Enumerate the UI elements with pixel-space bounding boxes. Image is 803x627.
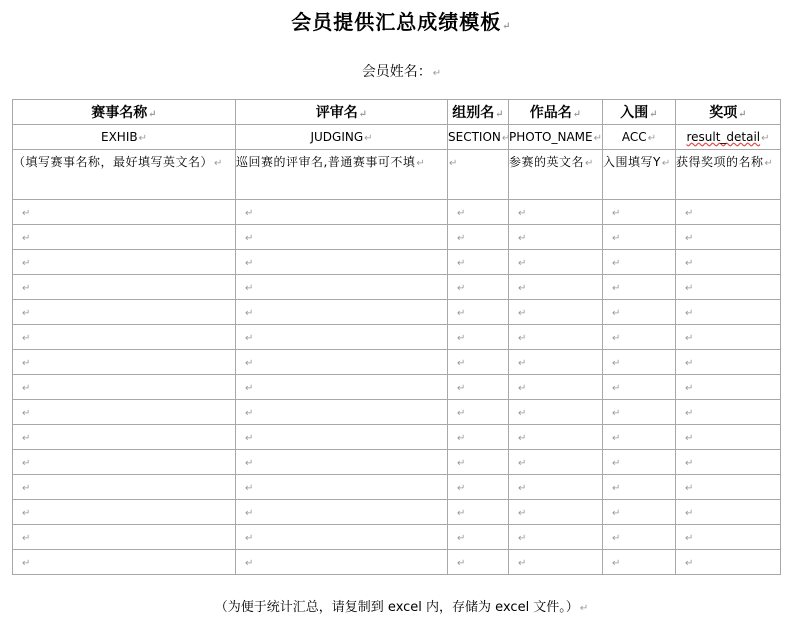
paragraph-mark: ↵ — [612, 533, 621, 544]
paragraph-mark: ↵ — [685, 458, 694, 469]
table-cell[interactable] — [236, 425, 448, 450]
table-cell[interactable] — [236, 325, 448, 350]
paragraph-mark: ↵ — [457, 558, 466, 569]
table-cell[interactable] — [603, 325, 676, 350]
paragraph-mark: ↵ — [518, 283, 527, 294]
paragraph-mark: ↵ — [585, 158, 594, 169]
table-cell[interactable] — [509, 375, 603, 400]
instruction-cell[interactable] — [236, 150, 448, 200]
paragraph-mark: ↵ — [245, 433, 254, 444]
paragraph-mark: ↵ — [245, 483, 254, 494]
paragraph-mark: ↵ — [245, 408, 254, 419]
column-header-text: 组别名 — [452, 105, 495, 121]
paragraph-mark: ↵ — [22, 333, 31, 344]
paragraph-mark: ↵ — [518, 233, 527, 244]
paragraph-mark: ↵ — [612, 258, 621, 269]
paragraph-mark: ↵ — [572, 109, 582, 120]
table-row — [13, 425, 781, 450]
instruction-cell-text: 参赛的英文名 — [509, 155, 585, 169]
paragraph-mark: ↵ — [685, 233, 694, 244]
paragraph-mark: ↵ — [245, 308, 254, 319]
paragraph-mark: ↵ — [457, 383, 466, 394]
paragraph-mark: ↵ — [685, 483, 694, 494]
instruction-cell[interactable] — [676, 150, 781, 200]
table-row — [13, 500, 781, 525]
instruction-cell-text: 巡回赛的评审名,普通赛事可不填 — [236, 155, 416, 169]
paragraph-mark: ↵ — [579, 603, 589, 614]
table-row — [13, 325, 781, 350]
results-table — [12, 99, 781, 575]
table-cell[interactable] — [448, 300, 509, 325]
paragraph-mark: ↵ — [245, 233, 254, 244]
paragraph-mark: ↵ — [685, 383, 694, 394]
table-cell[interactable] — [13, 375, 236, 400]
paragraph-mark: ↵ — [518, 258, 527, 269]
table-cell[interactable] — [236, 300, 448, 325]
paragraph-mark: ↵ — [518, 508, 527, 519]
column-header-text: 赛事名称 — [91, 105, 148, 121]
table-cell[interactable] — [236, 525, 448, 550]
paragraph-mark: ↵ — [245, 258, 254, 269]
paragraph-mark: ↵ — [685, 358, 694, 369]
paragraph-mark: ↵ — [245, 558, 254, 569]
table-cell[interactable] — [676, 500, 781, 525]
table-cell[interactable] — [603, 500, 676, 525]
table-cell[interactable] — [603, 400, 676, 425]
paragraph-mark: ↵ — [22, 283, 31, 294]
paragraph-mark: ↵ — [518, 533, 527, 544]
paragraph-mark: ↵ — [449, 158, 458, 169]
paragraph-mark: ↵ — [138, 133, 147, 144]
table-cell[interactable] — [13, 275, 236, 300]
table-cell[interactable] — [509, 300, 603, 325]
paragraph-mark: ↵ — [502, 21, 512, 32]
table-cell[interactable] — [13, 350, 236, 375]
table-cell[interactable] — [676, 400, 781, 425]
paragraph-mark: ↵ — [22, 383, 31, 394]
table-cell[interactable] — [509, 425, 603, 450]
paragraph-mark: ↵ — [245, 333, 254, 344]
paragraph-mark: ↵ — [612, 433, 621, 444]
table-cell[interactable] — [603, 450, 676, 475]
paragraph-mark: ↵ — [457, 308, 466, 319]
paragraph-mark: ↵ — [457, 433, 466, 444]
table-cell[interactable] — [448, 550, 509, 575]
instruction-cell[interactable] — [603, 150, 676, 200]
table-cell[interactable] — [509, 225, 603, 250]
table-cell[interactable] — [509, 475, 603, 500]
table-cell[interactable] — [448, 250, 509, 275]
paragraph-mark: ↵ — [22, 358, 31, 369]
paragraph-mark: ↵ — [612, 308, 621, 319]
paragraph-mark: ↵ — [245, 508, 254, 519]
table-cell[interactable] — [676, 250, 781, 275]
table-cell[interactable] — [676, 350, 781, 375]
table-cell[interactable] — [236, 400, 448, 425]
paragraph-mark: ↵ — [22, 458, 31, 469]
field-code-cell[interactable] — [448, 125, 509, 150]
table-cell[interactable] — [448, 500, 509, 525]
table-cell[interactable] — [676, 225, 781, 250]
table-cell[interactable] — [603, 350, 676, 375]
table-cell[interactable] — [448, 225, 509, 250]
table-cell[interactable] — [236, 375, 448, 400]
table-cell[interactable] — [236, 475, 448, 500]
paragraph-mark: ↵ — [495, 109, 504, 120]
table-cell[interactable] — [13, 450, 236, 475]
paragraph-mark: ↵ — [685, 283, 694, 294]
field-code-cell[interactable] — [236, 125, 448, 150]
column-header-text: 入围 — [620, 105, 649, 121]
table-cell[interactable] — [13, 525, 236, 550]
table-row — [13, 550, 781, 575]
table-row — [13, 400, 781, 425]
paragraph-mark: ↵ — [764, 158, 774, 169]
table-cell[interactable] — [603, 475, 676, 500]
paragraph-mark: ↵ — [22, 233, 31, 244]
footer-note-text: （为便于统计汇总，请复制到 excel 内，存储为 excel 文件。） — [214, 600, 579, 615]
table-cell[interactable] — [236, 225, 448, 250]
paragraph-mark: ↵ — [457, 458, 466, 469]
table-cell[interactable] — [448, 400, 509, 425]
field-code-cell-text: SECTION — [448, 130, 501, 144]
paragraph-mark: ↵ — [612, 333, 621, 344]
paragraph-mark: ↵ — [685, 333, 694, 344]
instruction-cell-text: 入围填写Y — [603, 155, 661, 169]
table-cell[interactable] — [509, 325, 603, 350]
table-cell[interactable] — [448, 275, 509, 300]
paragraph-mark: ↵ — [685, 508, 694, 519]
document-title — [0, 6, 803, 35]
table-cell[interactable] — [603, 275, 676, 300]
footer-note — [0, 596, 803, 615]
document-title-text: 会员提供汇总成绩模板 — [291, 10, 502, 34]
paragraph-mark: ↵ — [612, 558, 621, 569]
paragraph-mark: ↵ — [612, 283, 621, 294]
paragraph-mark: ↵ — [685, 433, 694, 444]
paragraph-mark: ↵ — [245, 533, 254, 544]
paragraph-mark: ↵ — [22, 508, 31, 519]
paragraph-mark: ↵ — [612, 208, 621, 219]
table-cell[interactable] — [676, 450, 781, 475]
paragraph-mark: ↵ — [612, 383, 621, 394]
table-row — [13, 200, 781, 225]
column-header[interactable] — [509, 100, 603, 125]
paragraph-mark: ↵ — [685, 208, 694, 219]
paragraph-mark: ↵ — [518, 558, 527, 569]
column-header-text: 作品名 — [529, 105, 572, 121]
table-cell[interactable] — [448, 325, 509, 350]
paragraph-mark: ↵ — [457, 233, 466, 244]
table-row — [13, 225, 781, 250]
instruction-row — [13, 150, 781, 200]
table-cell[interactable] — [236, 450, 448, 475]
paragraph-mark: ↵ — [457, 483, 466, 494]
paragraph-mark: ↵ — [457, 358, 466, 369]
table-cell[interactable] — [236, 200, 448, 225]
paragraph-mark: ↵ — [245, 383, 254, 394]
table-cell[interactable] — [509, 500, 603, 525]
paragraph-mark: ↵ — [612, 358, 621, 369]
paragraph-mark: ↵ — [457, 333, 466, 344]
paragraph-mark: ↵ — [685, 533, 694, 544]
paragraph-mark: ↵ — [685, 408, 694, 419]
paragraph-mark: ↵ — [245, 208, 254, 219]
field-code-cell-text: JUDGING — [310, 130, 364, 144]
table-cell[interactable] — [13, 550, 236, 575]
table-cell[interactable] — [236, 350, 448, 375]
paragraph-mark: ↵ — [457, 258, 466, 269]
column-header[interactable] — [603, 100, 676, 125]
table-cell[interactable] — [509, 550, 603, 575]
paragraph-mark: ↵ — [685, 558, 694, 569]
paragraph-mark: ↵ — [612, 483, 621, 494]
paragraph-mark: ↵ — [358, 109, 368, 120]
instruction-cell[interactable] — [13, 150, 236, 200]
paragraph-mark: ↵ — [432, 68, 442, 79]
table-cell[interactable] — [236, 500, 448, 525]
column-header[interactable] — [236, 100, 448, 125]
table-row — [13, 475, 781, 500]
field-code-cell[interactable] — [509, 125, 603, 150]
table-cell[interactable] — [236, 250, 448, 275]
paragraph-mark: ↵ — [148, 109, 157, 120]
paragraph-mark: ↵ — [22, 408, 31, 419]
column-header-text: 奖项 — [709, 105, 738, 121]
field-code-cell[interactable] — [603, 125, 676, 150]
table-row — [13, 450, 781, 475]
paragraph-mark: ↵ — [685, 308, 694, 319]
paragraph-mark: ↵ — [518, 383, 527, 394]
field-code-cell-text: ACC — [621, 130, 647, 144]
table-row — [13, 525, 781, 550]
table-cell[interactable] — [13, 475, 236, 500]
paragraph-mark: ↵ — [457, 533, 466, 544]
table-cell[interactable] — [13, 325, 236, 350]
table-cell[interactable] — [509, 525, 603, 550]
paragraph-mark: ↵ — [612, 233, 621, 244]
field-code-cell[interactable] — [676, 125, 781, 150]
instruction-cell-text: （填写赛事名称，最好填写英文名） — [13, 155, 214, 169]
table-cell[interactable] — [13, 425, 236, 450]
paragraph-mark: ↵ — [457, 508, 466, 519]
field-code-cell-text: EXHIB — [101, 130, 138, 144]
table-cell[interactable] — [448, 375, 509, 400]
table-cell[interactable] — [676, 550, 781, 575]
table-cell[interactable] — [676, 300, 781, 325]
paragraph-mark: ↵ — [518, 358, 527, 369]
paragraph-mark: ↵ — [457, 208, 466, 219]
table-cell[interactable] — [448, 525, 509, 550]
table-cell[interactable] — [448, 475, 509, 500]
column-header[interactable] — [448, 100, 509, 125]
table-cell[interactable] — [676, 275, 781, 300]
table-row — [13, 350, 781, 375]
table-cell[interactable] — [509, 350, 603, 375]
paragraph-mark: ↵ — [518, 483, 527, 494]
instruction-cell[interactable] — [448, 150, 509, 200]
paragraph-mark: ↵ — [647, 133, 657, 144]
table-cell[interactable] — [509, 400, 603, 425]
column-header[interactable] — [676, 100, 781, 125]
table-row — [13, 300, 781, 325]
field-code-row — [13, 125, 781, 150]
table-cell[interactable] — [603, 375, 676, 400]
paragraph-mark: ↵ — [22, 433, 31, 444]
table-cell[interactable] — [509, 200, 603, 225]
table-cell[interactable] — [13, 300, 236, 325]
paragraph-mark: ↵ — [612, 458, 621, 469]
paragraph-mark: ↵ — [518, 308, 527, 319]
table-cell[interactable] — [676, 475, 781, 500]
field-code-cell-text: PHOTO_NAME — [509, 130, 593, 144]
paragraph-mark: ↵ — [518, 333, 527, 344]
table-row — [13, 250, 781, 275]
paragraph-mark: ↵ — [593, 133, 602, 144]
paragraph-mark: ↵ — [364, 133, 373, 144]
paragraph-mark: ↵ — [761, 133, 770, 144]
paragraph-mark: ↵ — [245, 358, 254, 369]
table-cell[interactable] — [603, 200, 676, 225]
instruction-cell-text: 获得奖项的名称 — [676, 155, 764, 169]
paragraph-mark: ↵ — [245, 458, 254, 469]
table-cell[interactable] — [603, 550, 676, 575]
field-code-cell[interactable] — [13, 125, 236, 150]
table-cell[interactable] — [676, 325, 781, 350]
table-cell[interactable] — [13, 400, 236, 425]
paragraph-mark: ↵ — [457, 283, 466, 294]
table-cell[interactable] — [448, 425, 509, 450]
table-row — [13, 375, 781, 400]
table-cell[interactable] — [448, 200, 509, 225]
paragraph-mark: ↵ — [518, 408, 527, 419]
paragraph-mark: ↵ — [22, 483, 31, 494]
paragraph-mark: ↵ — [685, 258, 694, 269]
table-cell[interactable] — [13, 225, 236, 250]
column-header-text: 评审名 — [315, 105, 358, 121]
paragraph-mark: ↵ — [22, 533, 31, 544]
table-cell[interactable] — [448, 450, 509, 475]
paragraph-mark: ↵ — [649, 109, 658, 120]
paragraph-mark: ↵ — [518, 458, 527, 469]
paragraph-mark: ↵ — [612, 408, 621, 419]
paragraph-mark: ↵ — [518, 208, 527, 219]
table-cell[interactable] — [603, 525, 676, 550]
paragraph-mark: ↵ — [214, 158, 223, 169]
paragraph-mark: ↵ — [416, 158, 426, 169]
table-cell[interactable] — [448, 350, 509, 375]
table-cell[interactable] — [13, 500, 236, 525]
table-cell[interactable] — [13, 250, 236, 275]
paragraph-mark: ↵ — [22, 208, 31, 219]
table-cell[interactable] — [603, 425, 676, 450]
paragraph-mark: ↵ — [612, 508, 621, 519]
member-name-line[interactable] — [0, 61, 803, 81]
instruction-cell[interactable] — [509, 150, 603, 200]
table-cell[interactable] — [676, 525, 781, 550]
table-cell[interactable] — [509, 450, 603, 475]
table-cell[interactable] — [603, 225, 676, 250]
table-cell[interactable] — [509, 250, 603, 275]
paragraph-mark: ↵ — [22, 308, 31, 319]
paragraph-mark: ↵ — [661, 158, 671, 169]
table-cell[interactable] — [13, 200, 236, 225]
table-header-row — [13, 100, 781, 125]
column-header[interactable] — [13, 100, 236, 125]
table-row — [13, 275, 781, 300]
paragraph-mark: ↵ — [22, 558, 31, 569]
table-cell[interactable] — [676, 200, 781, 225]
table-cell[interactable] — [509, 275, 603, 300]
paragraph-mark: ↵ — [501, 133, 511, 144]
table-cell[interactable] — [676, 375, 781, 400]
table-cell[interactable] — [236, 275, 448, 300]
paragraph-mark: ↵ — [738, 109, 747, 120]
table-cell[interactable] — [236, 550, 448, 575]
table-cell[interactable] — [676, 425, 781, 450]
paragraph-mark: ↵ — [22, 258, 31, 269]
paragraph-mark: ↵ — [245, 283, 254, 294]
paragraph-mark: ↵ — [518, 433, 527, 444]
member-name-label: 会员姓名： — [361, 64, 432, 80]
paragraph-mark: ↵ — [457, 408, 466, 419]
table-cell[interactable] — [603, 250, 676, 275]
field-code-cell-text: result_detail — [686, 130, 761, 144]
table-cell[interactable] — [603, 300, 676, 325]
